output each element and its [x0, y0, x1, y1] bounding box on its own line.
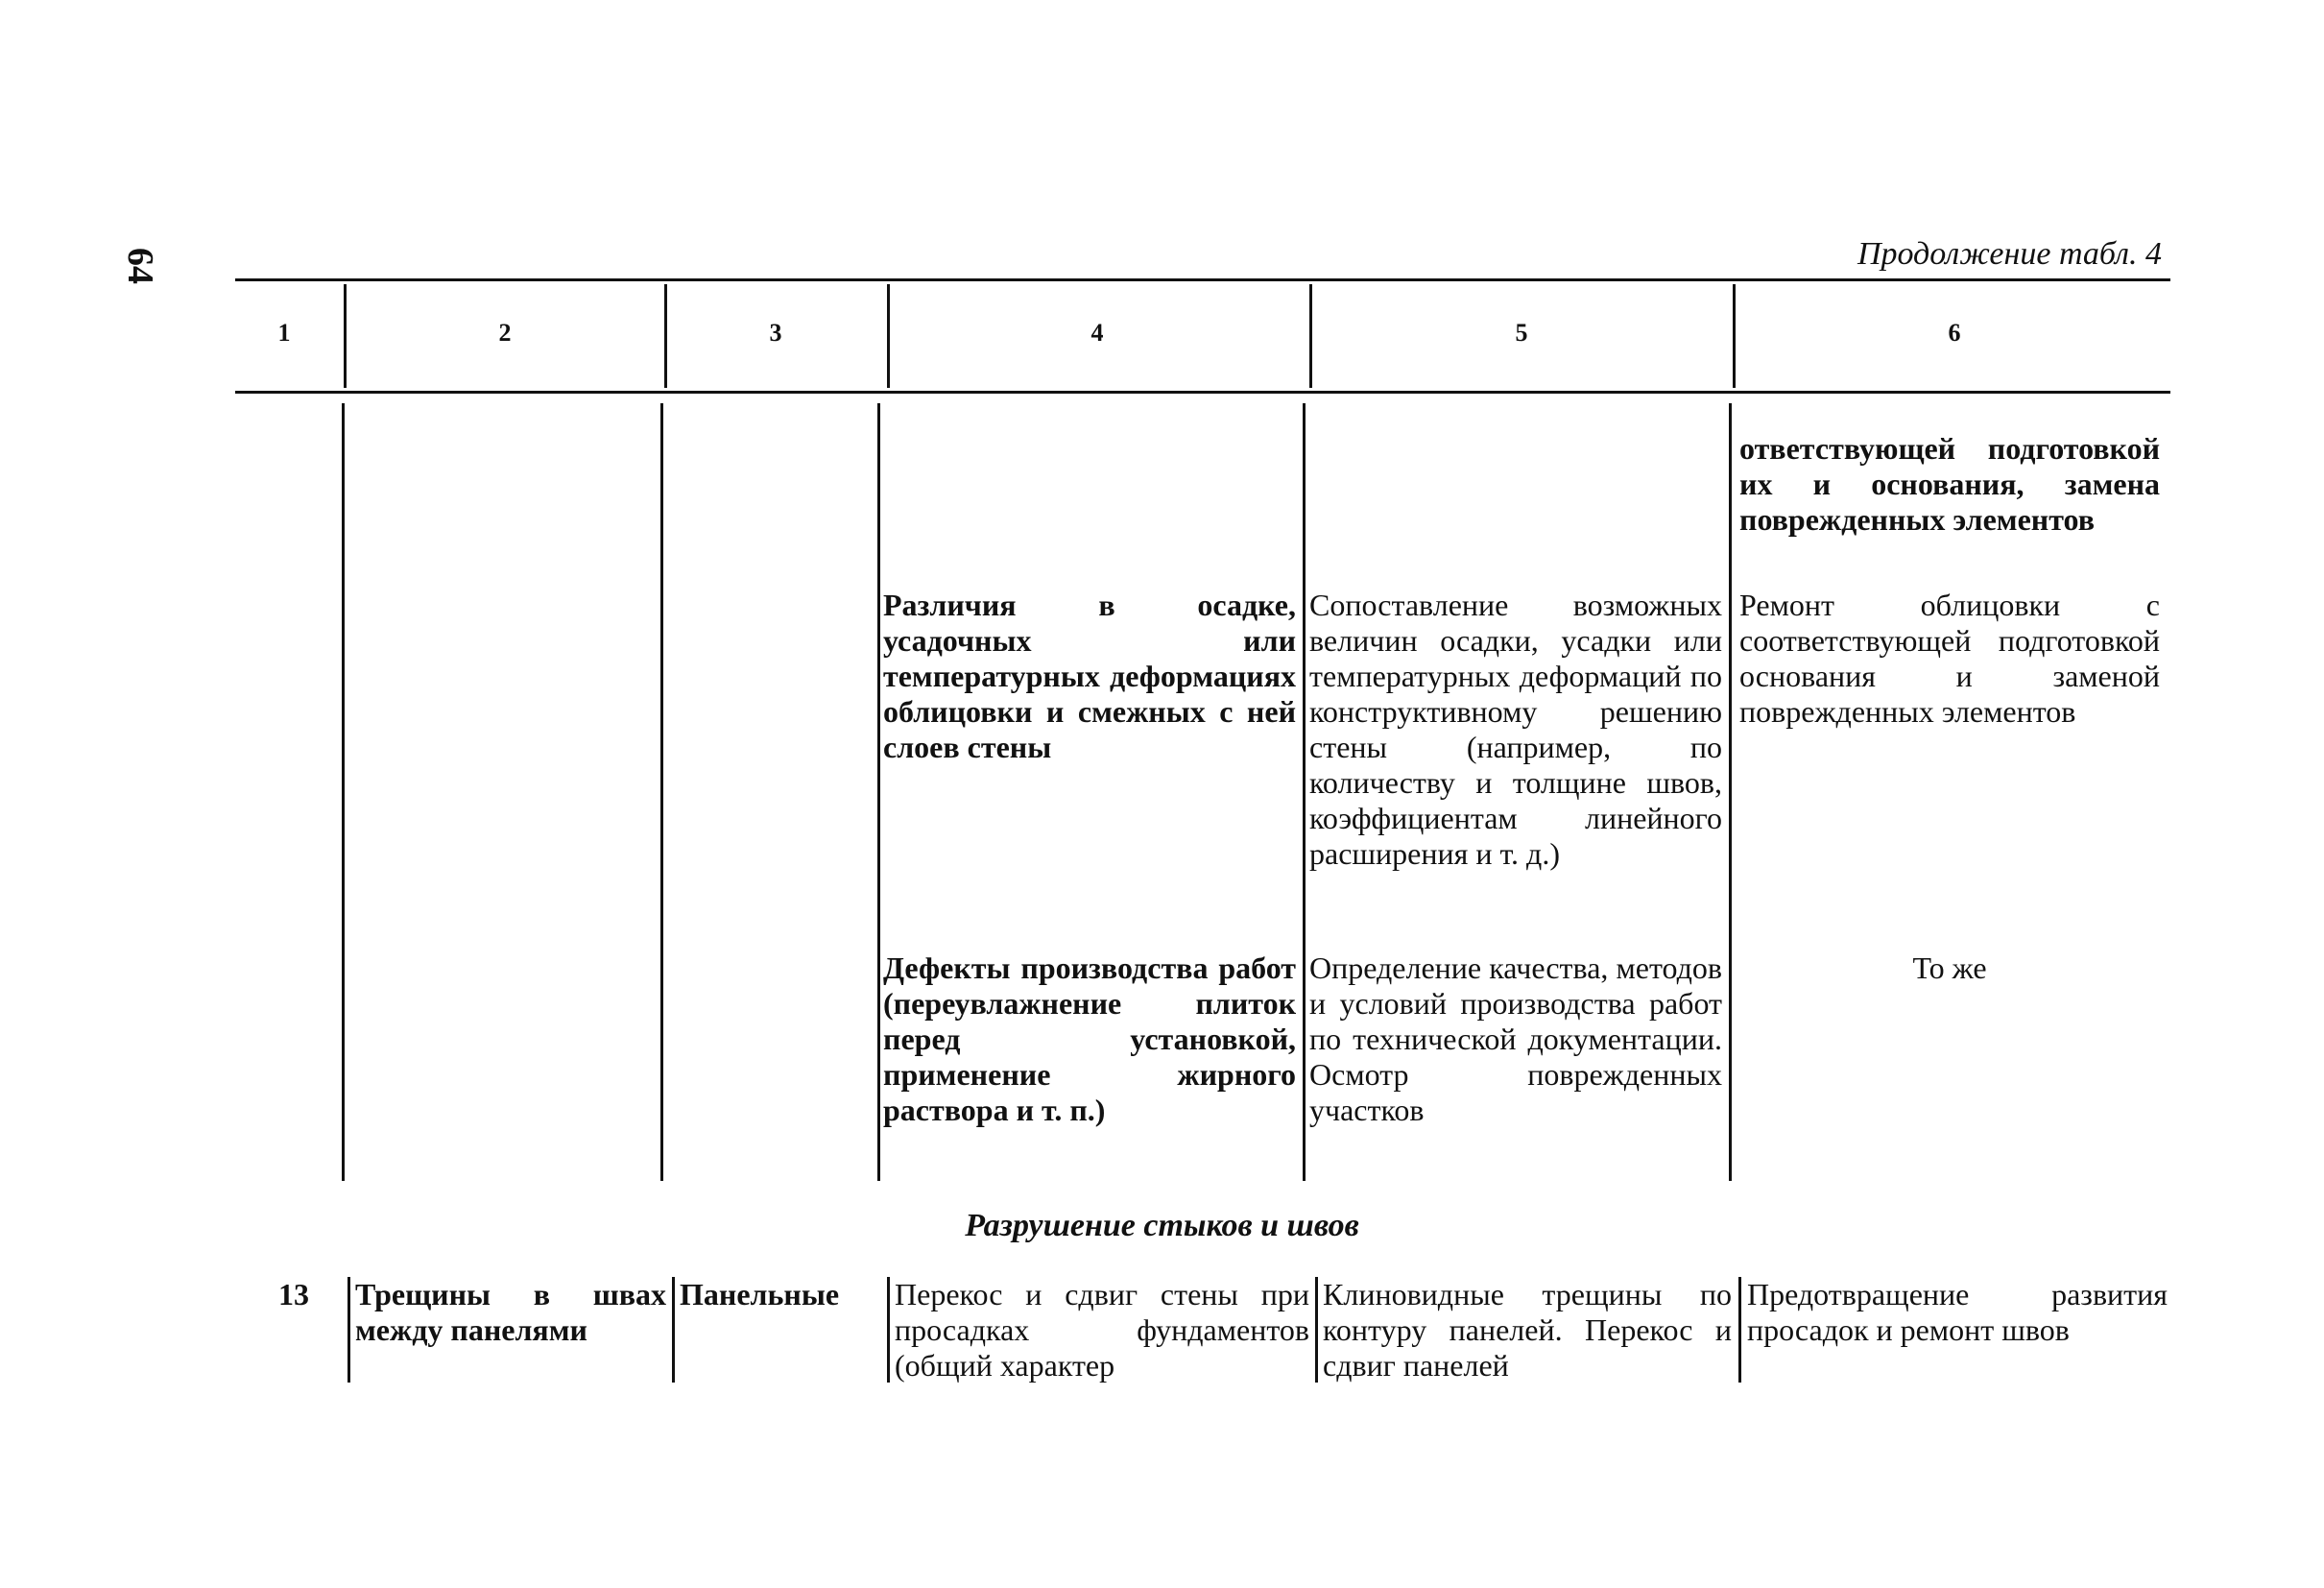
body-divider — [877, 403, 880, 1181]
header-divider — [344, 284, 347, 388]
row13-check: Клиновидные трещины по контуру панелей. Перекос и сдвиг панелей — [1323, 1277, 1732, 1383]
column-number-3: 3 — [769, 319, 782, 347]
row-check: Сопоставление возможных величин осадки, усадки или температурных деформаций по конструктивному решению стены (например, по количеству и толщине швов, коэффициентам линейного расширения и т. д.) — [1309, 588, 1722, 871]
continuation-remedy: ответствующей подготовкой их и основания, замена поврежденных элементов — [1739, 431, 2160, 537]
row13-remedy: Предотвращение развития просадок и ремонт швов — [1747, 1277, 2168, 1347]
header-divider — [887, 284, 890, 388]
row-check: Определение качества, методов и условий производства работ по технической документации. Осмотр поврежденных участков — [1309, 950, 1722, 1127]
header-divider — [1733, 284, 1736, 388]
body-divider — [660, 403, 663, 1181]
row-number: 13 — [278, 1277, 309, 1311]
header-divider — [1309, 284, 1312, 388]
row13-divider — [887, 1277, 890, 1383]
row-cause: Дефекты производства работ (переувлажнение плиток перед установкой, применение жирного раствора и т. п.) — [883, 950, 1296, 1127]
row-remedy: Ремонт облицовки с соответствующей подготовкой основания и заменой поврежденных элементов — [1739, 588, 2160, 729]
column-number-4: 4 — [1090, 319, 1104, 347]
column-number-5: 5 — [1515, 319, 1528, 347]
row13-divider — [1315, 1277, 1318, 1383]
column-number-1: 1 — [277, 319, 291, 347]
body-divider — [1303, 403, 1306, 1181]
header-divider — [664, 284, 667, 388]
table-caption: Продолжение табл. 4 — [1857, 236, 2162, 272]
body-divider — [1729, 403, 1732, 1181]
row-cause: Различия в осадке, усадочных или температурных деформациях облицовки и смежных с ней слоев стены — [883, 588, 1296, 764]
row13-defect: Трещины в швах между панелями — [355, 1277, 666, 1347]
page-number: 64 — [120, 248, 160, 284]
row13-divider — [1738, 1277, 1741, 1383]
header-bottom-rule — [235, 391, 2170, 394]
header-top-rule — [235, 278, 2170, 281]
row-remedy: То же — [1912, 950, 1987, 985]
row13-type: Панельные — [680, 1277, 840, 1311]
column-number-6: 6 — [1948, 319, 1961, 347]
section-title: Разрушение стыков и швов — [965, 1208, 1359, 1243]
row13-divider — [672, 1277, 675, 1383]
body-divider — [342, 403, 345, 1181]
column-number-2: 2 — [498, 319, 512, 347]
row13-divider — [347, 1277, 350, 1383]
row13-cause: Перекос и сдвиг стены при просадках фундаментов (общий характер — [895, 1277, 1309, 1383]
